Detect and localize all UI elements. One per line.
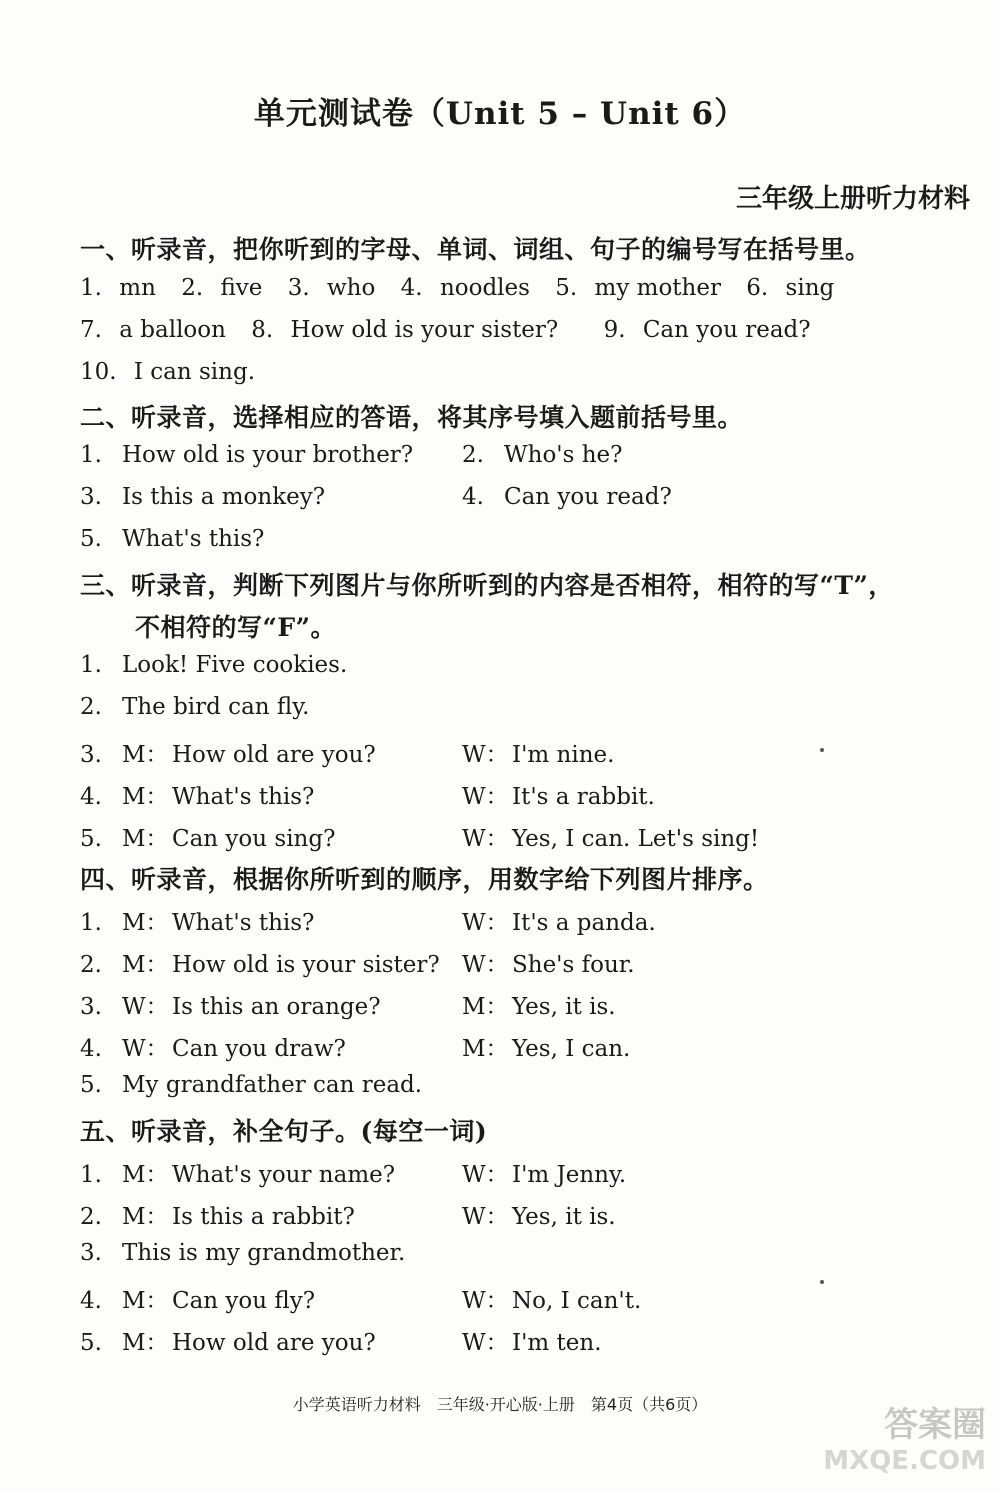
watermark-main-text: 答案圈: [884, 1405, 986, 1445]
speaker-label: W：: [122, 994, 169, 1020]
item-text: How old is your sister?: [290, 317, 559, 343]
item-text: Look! Five cookies.: [122, 652, 348, 678]
item-text: Can you read?: [642, 317, 811, 343]
speaker-label: M：: [122, 1204, 169, 1230]
speaker-label: M：: [122, 826, 169, 852]
list-item: [80, 484, 325, 510]
item-text: who: [327, 275, 376, 301]
speaker-label: M：: [122, 1162, 169, 1188]
item-number: 1.: [80, 1162, 102, 1188]
item-number: 1.: [80, 652, 102, 678]
item-text: Yes, I can.: [512, 1036, 631, 1062]
section-1-row-1: [80, 275, 834, 301]
item-number: 1.: [80, 910, 102, 936]
item-text: What's this?: [122, 526, 265, 552]
list-item: [80, 820, 335, 853]
speaker-label: M：: [122, 1288, 169, 1314]
item-text: mn: [119, 275, 156, 301]
item-text: five: [220, 275, 263, 301]
list-item: [80, 946, 440, 979]
list-item-reply: [462, 1282, 641, 1315]
item-text: Is this a rabbit?: [172, 1204, 355, 1230]
item-number: 4.: [80, 1036, 102, 1062]
item-text: Can you sing?: [172, 826, 336, 852]
speaker-label: W：: [462, 910, 509, 936]
item-text: What's this?: [172, 910, 315, 936]
item-number: 2.: [80, 694, 102, 720]
section-5-heading: 五、听录音，补全句子。(每空一词): [80, 1117, 488, 1146]
page-footer: 小学英语听力材料 三年级·开心版·上册 第4页（共6页）: [292, 1395, 708, 1414]
item-number: 3.: [80, 1240, 102, 1266]
list-item: [80, 652, 347, 678]
list-item-reply: [462, 904, 656, 937]
item-number: 2.: [80, 1204, 102, 1230]
print-speck: [820, 748, 824, 752]
item-text: Can you draw?: [172, 1036, 346, 1062]
item-text: Can you read?: [504, 484, 672, 510]
list-item-reply: [462, 820, 759, 853]
item-text: I'm Jenny.: [512, 1162, 627, 1188]
list-item-reply: [462, 1030, 630, 1063]
item-text: How old are you?: [172, 1330, 376, 1356]
item-text: Is this an orange?: [172, 994, 381, 1020]
list-item: [80, 1156, 395, 1189]
item-text: No, I can't.: [512, 1288, 642, 1314]
list-item: [80, 1030, 346, 1063]
item-text: Yes, I can. Let's sing!: [512, 826, 760, 852]
speaker-label: W：: [462, 1288, 509, 1314]
page-subtitle: 三年级上册听力材料: [735, 184, 970, 214]
item-number: 2.: [181, 275, 204, 301]
speaker-label: M：: [462, 1036, 509, 1062]
list-item: [80, 1240, 405, 1266]
speaker-label: M：: [122, 952, 169, 978]
speaker-label: M：: [122, 784, 169, 810]
item-number: 4.: [400, 275, 423, 301]
list-item: [80, 1198, 355, 1231]
item-number: 8.: [251, 317, 274, 343]
item-number: 5.: [80, 826, 102, 852]
item-number: 1.: [80, 275, 102, 301]
item-text: Is this a monkey?: [122, 484, 326, 510]
item-text: How old is your sister?: [172, 952, 440, 978]
item-text: a balloon: [119, 317, 226, 343]
item-text: It's a panda.: [512, 910, 656, 936]
item-number: 9.: [603, 317, 626, 343]
list-item: [80, 1072, 422, 1098]
item-text: What's this?: [172, 784, 315, 810]
item-text: This is my grandmother.: [122, 1240, 406, 1266]
speaker-label: M：: [462, 994, 509, 1020]
speaker-label: W：: [462, 1162, 509, 1188]
item-number: 5.: [80, 1330, 102, 1356]
item-text: I'm nine.: [512, 742, 615, 768]
item-number: 3.: [80, 484, 102, 510]
item-text: How old is your brother?: [122, 442, 414, 468]
list-item: [80, 736, 376, 769]
item-text: noodles: [439, 275, 530, 301]
list-item-reply: [462, 1324, 602, 1357]
item-number: 10.: [80, 359, 117, 385]
item-number: 4.: [80, 1288, 102, 1314]
item-text: What's your name?: [172, 1162, 396, 1188]
list-item: [80, 988, 381, 1021]
section-1-row-3: [80, 359, 255, 385]
list-item-reply: [462, 736, 614, 769]
item-text: The bird can fly.: [122, 694, 310, 720]
list-item-reply: [462, 1156, 626, 1189]
watermark-url-text: MXQE.COM: [823, 1446, 986, 1476]
list-item: [80, 904, 314, 937]
speaker-label: M：: [122, 1330, 169, 1356]
item-text: my mother: [594, 275, 721, 301]
item-text: How old are you?: [172, 742, 376, 768]
speaker-label: M：: [122, 910, 169, 936]
item-number: 4.: [80, 784, 102, 810]
item-number: 6.: [746, 275, 769, 301]
list-item: [80, 1282, 315, 1315]
item-text: It's a rabbit.: [512, 784, 655, 810]
item-number: 3.: [80, 742, 102, 768]
list-item: [80, 778, 314, 811]
item-number: 2.: [80, 952, 102, 978]
item-text: Who's he?: [504, 442, 623, 468]
section-2-heading: 二、听录音，选择相应的答语，将其序号填入题前括号里。: [80, 403, 744, 432]
item-text: I can sing.: [133, 359, 256, 385]
list-item: [80, 442, 413, 468]
list-item: [462, 442, 623, 468]
section-4-heading: 四、听录音，根据你所听到的顺序，用数字给下列图片排序。: [80, 865, 769, 894]
item-text: My grandfather can read.: [122, 1072, 423, 1098]
item-number: 5.: [80, 526, 102, 552]
item-number: 7.: [80, 317, 102, 343]
speaker-label: W：: [462, 784, 509, 810]
list-item-reply: [462, 778, 655, 811]
page-title: 单元测试卷（Unit 5 – Unit 6）: [253, 96, 747, 132]
item-text: I'm ten.: [512, 1330, 602, 1356]
item-number: 5.: [80, 1072, 102, 1098]
item-number: 3.: [80, 994, 102, 1020]
speaker-label: W：: [462, 742, 509, 768]
print-speck: [820, 1280, 824, 1284]
item-text: She's four.: [512, 952, 635, 978]
section-1-heading: 一、听录音，把你听到的字母、单词、词组、句子的编号写在括号里。: [80, 235, 871, 264]
item-text: sing: [785, 275, 835, 301]
item-number: 3.: [287, 275, 310, 301]
speaker-label: W：: [462, 1330, 509, 1356]
item-number: 2.: [462, 442, 484, 468]
item-text: Yes, it is.: [512, 994, 616, 1020]
section-3-heading: 三、听录音，判断下列图片与你所听到的内容是否相符，相符的写“T”，: [80, 571, 894, 600]
list-item: [80, 1324, 376, 1357]
list-item: [80, 694, 310, 720]
item-number: 4.: [462, 484, 484, 510]
item-text: Can you fly?: [172, 1288, 316, 1314]
item-text: Yes, it is.: [512, 1204, 616, 1230]
speaker-label: M：: [122, 742, 169, 768]
list-item-reply: [462, 1198, 616, 1231]
speaker-label: W：: [462, 952, 509, 978]
speaker-label: W：: [122, 1036, 169, 1062]
item-number: 5.: [555, 275, 578, 301]
speaker-label: W：: [462, 826, 509, 852]
list-item-reply: [462, 946, 635, 979]
section-1-row-2: [80, 317, 811, 343]
list-item-reply: [462, 988, 616, 1021]
item-number: 1.: [80, 442, 102, 468]
list-item: [462, 484, 672, 510]
watermark-logo: [808, 1397, 986, 1485]
speaker-label: W：: [462, 1204, 509, 1230]
list-item: [80, 526, 264, 552]
section-3-heading-cont: 不相符的写“F”。: [135, 613, 337, 642]
